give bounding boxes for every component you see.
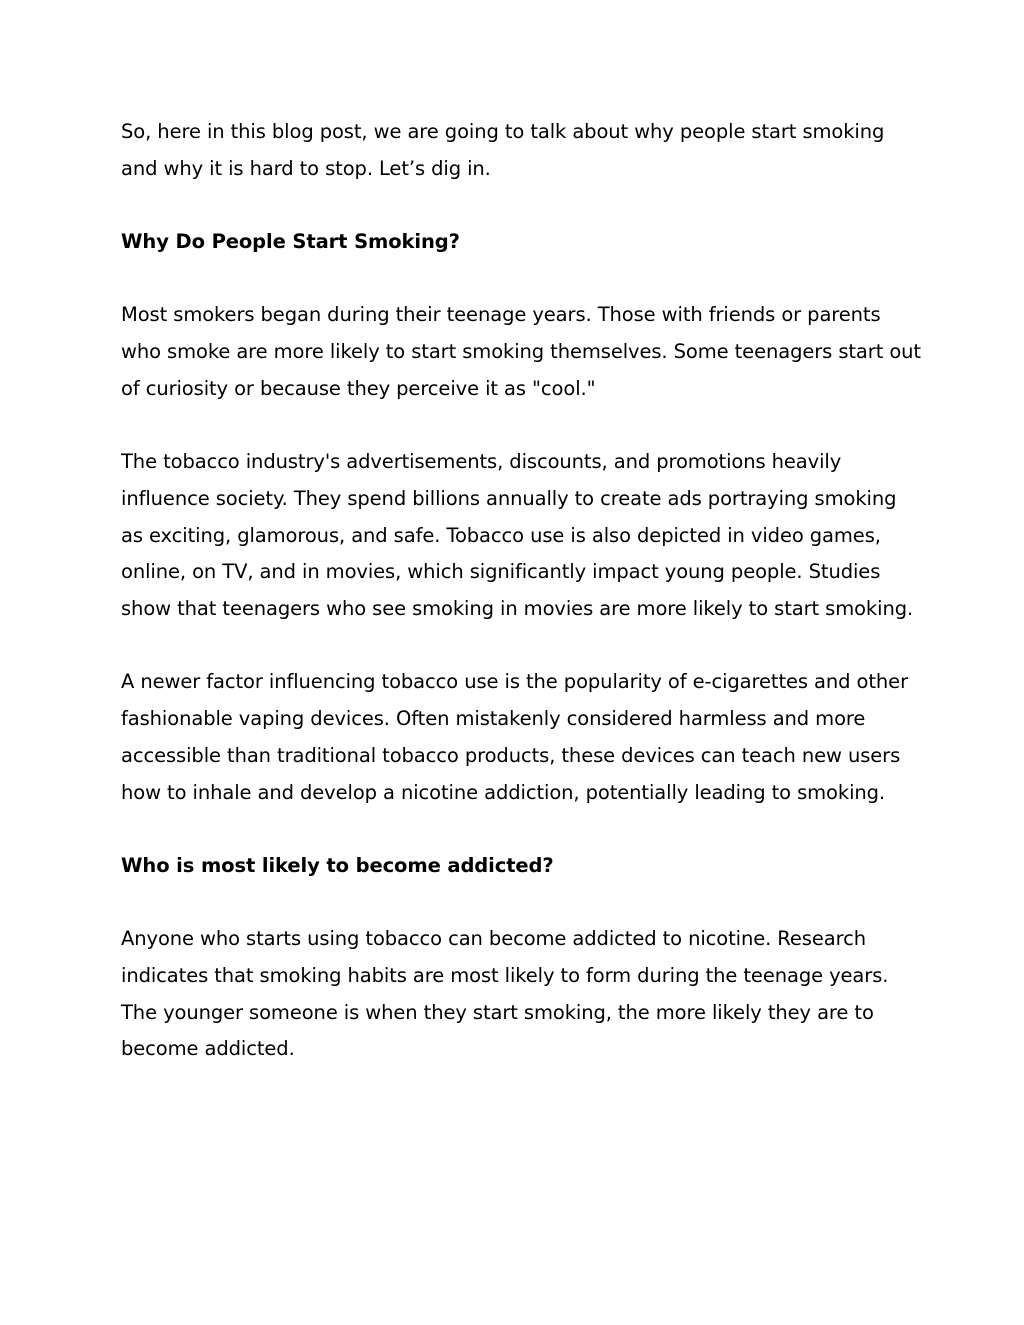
document-page [121, 114, 921, 1105]
body-paragraph: Most smokers began during their teenage years. Those with friends or parents who smoke are more likely to start smoking themselves. Some teenagers start out of curiosity or because they perceive it as "cool." [121, 303, 921, 400]
body-paragraph: The tobacco industry's advertisements, discounts, and promotions heavily influence society. They spend billions annually to create ads portraying smoking as exciting, glamorous, and safe. Tobacco use is also depicted in video games, online, on TV, and in movies, which significantly impact young people. Studies show that teenagers who see smoking in movies are more likely to start smoking. [121, 450, 914, 621]
body-paragraph: Anyone who starts using tobacco can become addicted to nicotine. Research indicates that smoking habits are most likely to form during the teenage years. The younger someone is when they start smoking, the more likely they are to become addicted. [121, 927, 889, 1061]
section-heading-who-addicted: Who is most likely to become addicted? [121, 853, 554, 877]
section-heading-why-start: Why Do People Start Smoking? [121, 230, 460, 254]
intro-paragraph: So, here in this blog post, we are going to talk about why people start smoking and why it is hard to stop. Let’s dig in. [121, 120, 885, 180]
body-paragraph: A newer factor influencing tobacco use is the popularity of e-cigarettes and other fashionable vaping devices. Often mistakenly considered harmless and more accessible than traditional tobacco products, these devices can teach new users how to inhale and develop a nicotine addiction, potentially leading to smoking. [121, 670, 908, 804]
